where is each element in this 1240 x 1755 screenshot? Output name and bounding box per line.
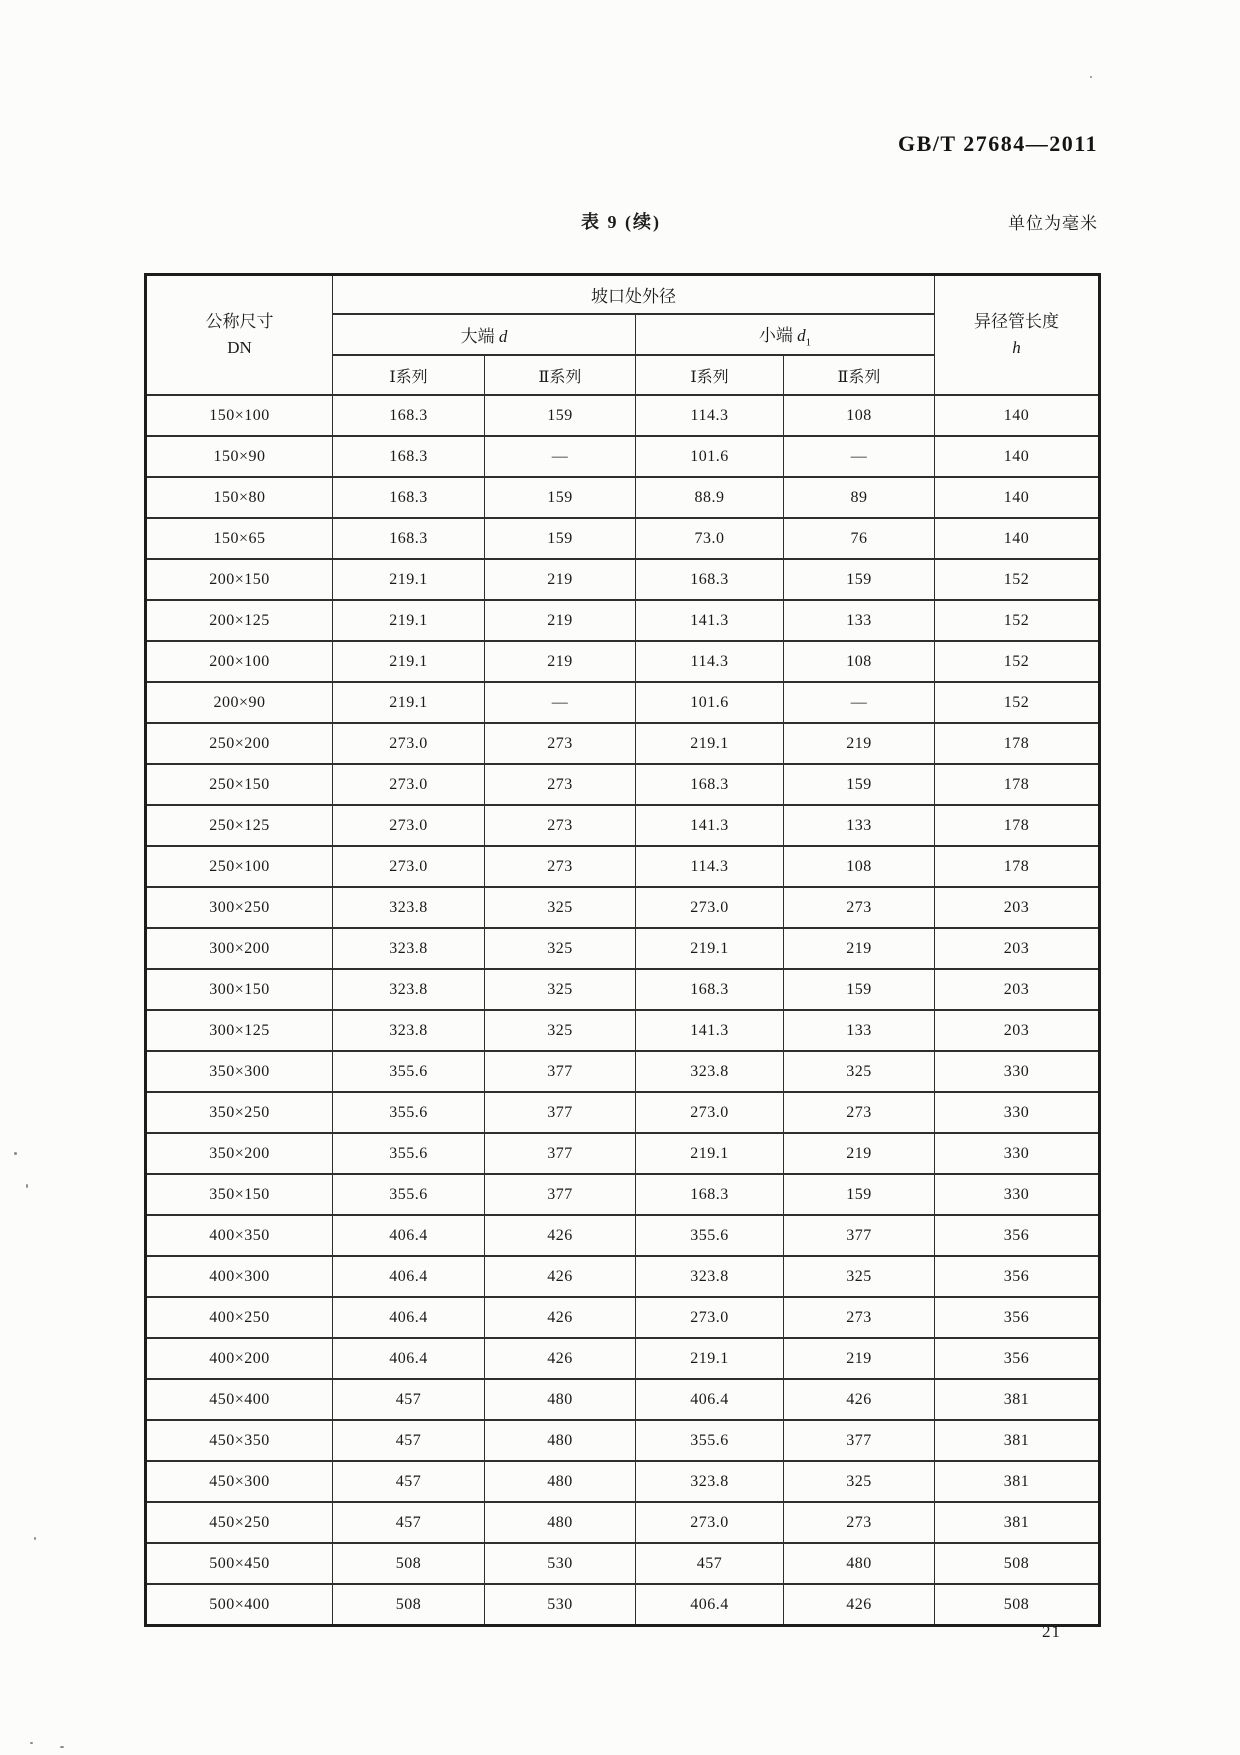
table-row: [146, 395, 1100, 436]
cell-small-i: 457: [636, 1543, 784, 1584]
cell-h: 140: [935, 477, 1100, 518]
cell-h: 381: [935, 1420, 1100, 1461]
header-large-end: [333, 314, 636, 355]
cell-large-i: 219.1: [333, 559, 485, 600]
cell-dn: 400×350: [146, 1215, 333, 1256]
cell-large-ii: 480: [485, 1502, 636, 1543]
cell-small-ii: 108: [784, 395, 935, 436]
header-small-end: [636, 314, 935, 355]
cell-h: 152: [935, 682, 1100, 723]
cell-small-ii: 377: [784, 1420, 935, 1461]
cell-small-i: 323.8: [636, 1256, 784, 1297]
cell-small-i: 219.1: [636, 1338, 784, 1379]
cell-small-i: 101.6: [636, 682, 784, 723]
table-row: [146, 682, 1100, 723]
cell-large-ii: 480: [485, 1420, 636, 1461]
table-row: [146, 1092, 1100, 1133]
cell-small-i: 355.6: [636, 1215, 784, 1256]
cell-dn: 300×250: [146, 887, 333, 928]
cell-large-ii: 159: [485, 395, 636, 436]
cell-large-i: 355.6: [333, 1133, 485, 1174]
cell-dn: 350×250: [146, 1092, 333, 1133]
cell-large-ii: 325: [485, 1010, 636, 1051]
cell-small-i: 355.6: [636, 1420, 784, 1461]
cell-large-i: 508: [333, 1543, 485, 1584]
cell-large-ii: 159: [485, 518, 636, 559]
header-large-end-label: 大端: [460, 327, 495, 346]
cell-dn: 150×65: [146, 518, 333, 559]
cell-h: 330: [935, 1092, 1100, 1133]
cell-small-ii: 426: [784, 1379, 935, 1420]
cell-small-ii: 159: [784, 969, 935, 1010]
cell-dn: 350×300: [146, 1051, 333, 1092]
cell-small-i: 273.0: [636, 887, 784, 928]
cell-large-i: 323.8: [333, 1010, 485, 1051]
cell-large-ii: 325: [485, 969, 636, 1010]
table-row: [146, 1502, 1100, 1543]
cell-small-i: 273.0: [636, 1092, 784, 1133]
cell-large-ii: 480: [485, 1379, 636, 1420]
table-row: [146, 723, 1100, 764]
cell-small-ii: 377: [784, 1215, 935, 1256]
cell-small-i: 273.0: [636, 1297, 784, 1338]
cell-h: 203: [935, 887, 1100, 928]
table-row: [146, 764, 1100, 805]
cell-large-i: 219.1: [333, 682, 485, 723]
cell-large-i: 355.6: [333, 1092, 485, 1133]
table-row: [146, 1215, 1100, 1256]
table-row: [146, 436, 1100, 477]
cell-large-i: 273.0: [333, 846, 485, 887]
cell-dn: 450×300: [146, 1461, 333, 1502]
cell-large-ii: 377: [485, 1133, 636, 1174]
cell-h: 178: [935, 805, 1100, 846]
cell-small-i: 141.3: [636, 600, 784, 641]
cell-small-i: 219.1: [636, 723, 784, 764]
cell-large-i: 355.6: [333, 1174, 485, 1215]
table-title-row: [144, 208, 1098, 240]
cell-large-i: 323.8: [333, 928, 485, 969]
cell-dn: 500×400: [146, 1584, 333, 1626]
header-nominal-size-label: 公称尺寸: [205, 311, 274, 331]
table-row: [146, 1010, 1100, 1051]
cell-dn: 200×100: [146, 641, 333, 682]
cell-dn: 400×250: [146, 1297, 333, 1338]
cell-h: 203: [935, 928, 1100, 969]
table-row: [146, 518, 1100, 559]
cell-small-ii: 76: [784, 518, 935, 559]
table-row: [146, 1379, 1100, 1420]
cell-dn: 150×80: [146, 477, 333, 518]
standard-number: GB/T 27684—2011: [898, 131, 1098, 156]
scan-speck: [60, 1746, 64, 1748]
table-row: [146, 1051, 1100, 1092]
cell-small-i: 406.4: [636, 1379, 784, 1420]
cell-large-i: 457: [333, 1379, 485, 1420]
header-reducer-length: [935, 275, 1100, 396]
cell-dn: 150×100: [146, 395, 333, 436]
table-row: [146, 928, 1100, 969]
table-row: [146, 1133, 1100, 1174]
cell-large-ii: 377: [485, 1174, 636, 1215]
cell-large-i: 457: [333, 1420, 485, 1461]
cell-h: 381: [935, 1461, 1100, 1502]
table-title: 表 9 (续): [581, 212, 661, 232]
cell-dn: 200×150: [146, 559, 333, 600]
scan-speck: [34, 1537, 36, 1540]
cell-dn: 250×100: [146, 846, 333, 887]
cell-small-ii: 219: [784, 723, 935, 764]
cell-h: 178: [935, 723, 1100, 764]
cell-dn: 300×200: [146, 928, 333, 969]
cell-small-i: 219.1: [636, 928, 784, 969]
scan-speck: [14, 1152, 17, 1155]
cell-large-ii: 273: [485, 805, 636, 846]
cell-dn: 450×400: [146, 1379, 333, 1420]
cell-large-i: 323.8: [333, 969, 485, 1010]
cell-h: 203: [935, 969, 1100, 1010]
cell-large-ii: 273: [485, 764, 636, 805]
header-reducer-length-symbol: h: [1012, 338, 1021, 357]
cell-small-ii: 219: [784, 928, 935, 969]
table-row: [146, 1338, 1100, 1379]
cell-large-ii: 219: [485, 600, 636, 641]
cell-large-ii: 159: [485, 477, 636, 518]
cell-large-ii: 377: [485, 1092, 636, 1133]
header-groove-outer-diameter: 坡口处外径: [333, 275, 935, 315]
cell-h: 330: [935, 1133, 1100, 1174]
cell-small-i: 406.4: [636, 1584, 784, 1626]
table-row: [146, 1297, 1100, 1338]
table-row: [146, 1461, 1100, 1502]
cell-large-i: 406.4: [333, 1338, 485, 1379]
page-number: 21: [1042, 1622, 1061, 1641]
cell-large-i: 273.0: [333, 805, 485, 846]
cell-small-i: 168.3: [636, 969, 784, 1010]
cell-large-i: 406.4: [333, 1215, 485, 1256]
cell-small-ii: 273: [784, 1297, 935, 1338]
unit-note: 单位为毫米: [1008, 214, 1098, 233]
cell-small-i: 101.6: [636, 436, 784, 477]
table-row: [146, 1174, 1100, 1215]
cell-small-ii: 219: [784, 1133, 935, 1174]
cell-h: 152: [935, 600, 1100, 641]
cell-small-ii: 159: [784, 1174, 935, 1215]
cell-h: 178: [935, 846, 1100, 887]
header-large-end-series-2: Ⅱ系列: [485, 355, 636, 395]
cell-large-ii: 325: [485, 928, 636, 969]
cell-small-i: 273.0: [636, 1502, 784, 1543]
cell-large-i: 219.1: [333, 600, 485, 641]
cell-h: 381: [935, 1502, 1100, 1543]
cell-small-ii: 133: [784, 600, 935, 641]
scan-speck: [30, 1742, 33, 1744]
cell-small-i: 323.8: [636, 1461, 784, 1502]
header-nominal-size: [146, 275, 333, 396]
cell-dn: 250×150: [146, 764, 333, 805]
table-row: [146, 805, 1100, 846]
cell-dn: 250×125: [146, 805, 333, 846]
cell-small-ii: 133: [784, 1010, 935, 1051]
cell-small-i: 141.3: [636, 805, 784, 846]
cell-large-i: 323.8: [333, 887, 485, 928]
cell-large-ii: 219: [485, 559, 636, 600]
cell-large-i: 355.6: [333, 1051, 485, 1092]
table-row: [146, 1543, 1100, 1584]
cell-large-ii: 325: [485, 887, 636, 928]
cell-small-ii: 325: [784, 1051, 935, 1092]
cell-large-i: 406.4: [333, 1297, 485, 1338]
cell-small-i: 168.3: [636, 764, 784, 805]
cell-dn: 200×90: [146, 682, 333, 723]
table-row: [146, 1584, 1100, 1626]
cell-dn: 400×300: [146, 1256, 333, 1297]
cell-small-i: 323.8: [636, 1051, 784, 1092]
cell-large-i: 219.1: [333, 641, 485, 682]
cell-large-i: 168.3: [333, 395, 485, 436]
cell-dn: 450×350: [146, 1420, 333, 1461]
cell-small-i: 168.3: [636, 1174, 784, 1215]
cell-small-ii: 108: [784, 641, 935, 682]
cell-large-ii: 426: [485, 1338, 636, 1379]
scan-speck: [1090, 76, 1092, 78]
cell-dn: 400×200: [146, 1338, 333, 1379]
cell-large-i: 273.0: [333, 723, 485, 764]
cell-large-ii: 480: [485, 1461, 636, 1502]
cell-large-ii: 273: [485, 723, 636, 764]
cell-dn: 500×450: [146, 1543, 333, 1584]
table-row: [146, 1420, 1100, 1461]
cell-dn: 450×250: [146, 1502, 333, 1543]
cell-small-i: 114.3: [636, 395, 784, 436]
cell-large-ii: —: [485, 682, 636, 723]
cell-h: 356: [935, 1256, 1100, 1297]
cell-large-ii: 530: [485, 1543, 636, 1584]
cell-small-i: 168.3: [636, 559, 784, 600]
table-row: [146, 846, 1100, 887]
cell-h: 140: [935, 518, 1100, 559]
header-small-end-series-2: Ⅱ系列: [784, 355, 935, 395]
cell-h: 203: [935, 1010, 1100, 1051]
table-row: [146, 559, 1100, 600]
cell-small-i: 114.3: [636, 846, 784, 887]
cell-small-i: 73.0: [636, 518, 784, 559]
header-small-end-symbol: $d_1$: [797, 325, 812, 349]
cell-large-i: 168.3: [333, 436, 485, 477]
cell-h: 508: [935, 1584, 1100, 1626]
cell-dn: 350×200: [146, 1133, 333, 1174]
table-row: [146, 969, 1100, 1010]
cell-small-ii: 325: [784, 1256, 935, 1297]
cell-small-ii: 159: [784, 559, 935, 600]
cell-large-ii: —: [485, 436, 636, 477]
cell-h: 356: [935, 1297, 1100, 1338]
reducer-dimensions-table: [144, 273, 1101, 1627]
cell-small-ii: 273: [784, 1092, 935, 1133]
cell-large-ii: 219: [485, 641, 636, 682]
cell-h: 356: [935, 1215, 1100, 1256]
cell-dn: 350×150: [146, 1174, 333, 1215]
cell-small-i: 141.3: [636, 1010, 784, 1051]
cell-dn: 150×90: [146, 436, 333, 477]
cell-large-ii: 377: [485, 1051, 636, 1092]
cell-large-ii: 426: [485, 1215, 636, 1256]
cell-large-i: 273.0: [333, 764, 485, 805]
table-row: [146, 887, 1100, 928]
table-body: [146, 395, 1100, 1626]
cell-small-i: 219.1: [636, 1133, 784, 1174]
cell-large-ii: 426: [485, 1256, 636, 1297]
table-row: [146, 641, 1100, 682]
header-nominal-size-symbol: DN: [227, 338, 252, 357]
cell-h: 178: [935, 764, 1100, 805]
cell-h: 152: [935, 641, 1100, 682]
cell-small-ii: 273: [784, 1502, 935, 1543]
table-header: [146, 275, 1100, 396]
cell-dn: 250×200: [146, 723, 333, 764]
cell-h: 140: [935, 395, 1100, 436]
cell-large-ii: 530: [485, 1584, 636, 1626]
cell-small-ii: 426: [784, 1584, 935, 1626]
header-small-end-series-1: Ⅰ系列: [636, 355, 784, 395]
cell-h: 140: [935, 436, 1100, 477]
cell-h: 381: [935, 1379, 1100, 1420]
cell-large-i: 457: [333, 1461, 485, 1502]
cell-large-i: 508: [333, 1584, 485, 1626]
scan-speck: [26, 1184, 28, 1188]
cell-dn: 300×125: [146, 1010, 333, 1051]
cell-large-i: 406.4: [333, 1256, 485, 1297]
cell-small-ii: 89: [784, 477, 935, 518]
cell-h: 508: [935, 1543, 1100, 1584]
cell-large-i: 457: [333, 1502, 485, 1543]
cell-small-ii: 108: [784, 846, 935, 887]
cell-small-ii: 480: [784, 1543, 935, 1584]
cell-h: 330: [935, 1174, 1100, 1215]
cell-dn: 300×150: [146, 969, 333, 1010]
cell-dn: 200×125: [146, 600, 333, 641]
cell-small-ii: 159: [784, 764, 935, 805]
cell-h: 356: [935, 1338, 1100, 1379]
header-small-end-label: 小端: [758, 325, 793, 345]
cell-small-ii: —: [784, 436, 935, 477]
cell-small-i: 114.3: [636, 641, 784, 682]
cell-small-ii: 273: [784, 887, 935, 928]
cell-large-i: 168.3: [333, 518, 485, 559]
header-reducer-length-label: 异径管长度: [974, 311, 1059, 331]
cell-large-i: 168.3: [333, 477, 485, 518]
table-row: [146, 600, 1100, 641]
header-large-end-series-1: Ⅰ系列: [333, 355, 485, 395]
cell-h: 152: [935, 559, 1100, 600]
table-row: [146, 477, 1100, 518]
table-row: [146, 1256, 1100, 1297]
cell-small-ii: 133: [784, 805, 935, 846]
cell-large-ii: 426: [485, 1297, 636, 1338]
header-large-end-symbol: d: [498, 327, 508, 346]
cell-small-ii: 325: [784, 1461, 935, 1502]
cell-large-ii: 273: [485, 846, 636, 887]
cell-small-ii: —: [784, 682, 935, 723]
cell-small-i: 88.9: [636, 477, 784, 518]
cell-h: 330: [935, 1051, 1100, 1092]
cell-small-ii: 219: [784, 1338, 935, 1379]
